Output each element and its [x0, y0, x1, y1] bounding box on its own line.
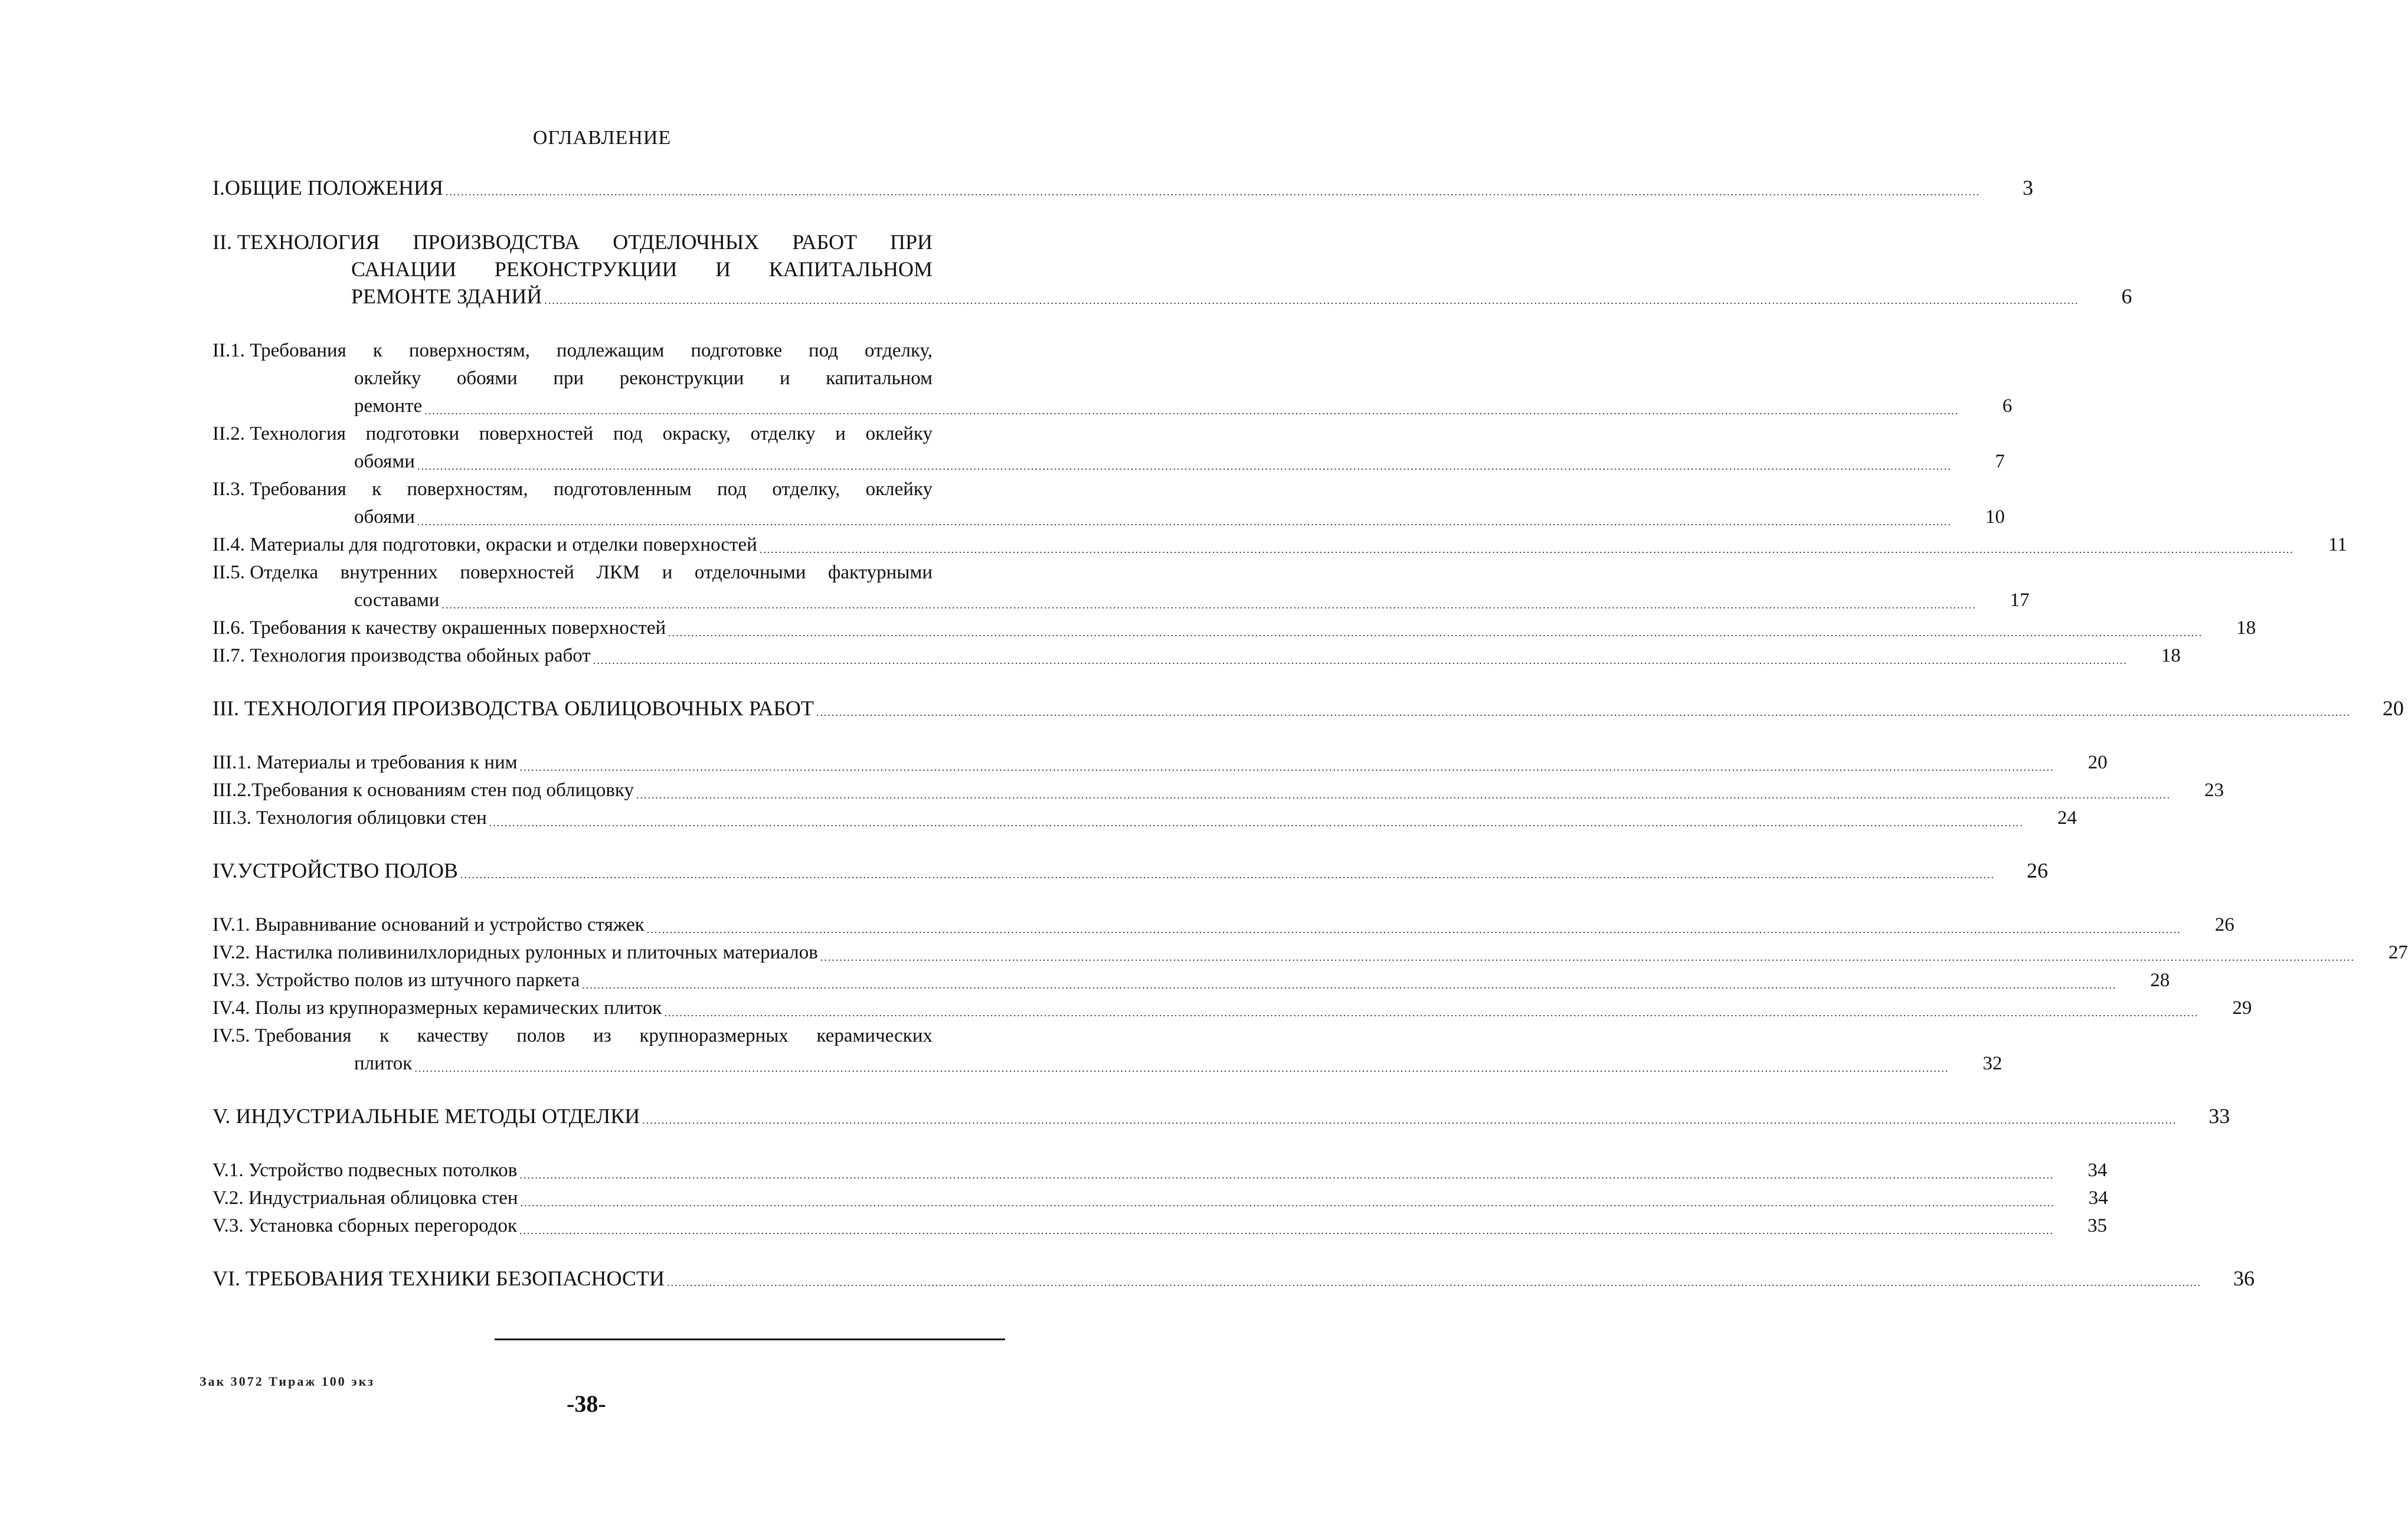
toc-line	[212, 365, 980, 392]
entry-number: III.	[212, 696, 244, 720]
entry-number: II.1.	[212, 340, 250, 361]
page-ref: 32	[1982, 1053, 2003, 1074]
entry-text: Настилка поливинилхлоридных рулонных и плиточных материалов	[254, 942, 818, 963]
section-heading	[212, 1265, 2255, 1292]
dot-leader: ................................................................................................................................................................................................................................................................................................................................................................................................................	[441, 599, 1977, 611]
entry-text: ИНДУСТРИАЛЬНЫЕ МЕТОДЫ ОТДЕЛКИ	[235, 1104, 640, 1128]
entry-text: РЕМОНТЕ ЗДАНИЙ	[351, 284, 542, 308]
entry-number: IV.4.	[212, 997, 255, 1019]
entry-number: III.1.	[212, 752, 257, 773]
subsection-entry	[212, 559, 2030, 614]
entry-text: Технология производства обойных работ	[250, 645, 591, 666]
toc-line	[212, 967, 2170, 994]
toc-line	[212, 1102, 2230, 1130]
dot-leader: ................................................................................................................................................................................................................................................................................................................................................................................................................	[519, 1169, 2054, 1181]
entry-text: ТЕХНОЛОГИЯ ПРОИЗВОДСТВА ОБЛИЦОВОЧНЫХ РАБОТ	[244, 696, 814, 720]
dot-leader: ................................................................................................................................................................................................................................................................................................................................................................................................................	[759, 544, 2294, 555]
page-ref: 34	[2088, 1160, 2108, 1181]
toc-line	[212, 911, 2234, 939]
subsection-entry	[212, 1157, 2108, 1184]
page-ref: 18	[2236, 617, 2256, 639]
subsection-entry	[212, 1212, 2107, 1240]
toc-line	[212, 1157, 2108, 1184]
toc-line	[212, 587, 2030, 614]
toc-line	[212, 939, 2408, 967]
dot-leader: ................................................................................................................................................................................................................................................................................................................................................................................................................	[414, 1062, 1949, 1074]
entry-number: IV.2.	[212, 942, 255, 963]
page-ref: 26	[2214, 914, 2234, 935]
entry-text: ТРЕБОВАНИЯ ТЕХНИКИ БЕЗОПАСНОСТИ	[246, 1267, 665, 1290]
page-ref: 7	[1995, 451, 2005, 472]
entry-text: Материалы и требования к ним	[256, 752, 518, 773]
entry-text: Требования к поверхностям, подготовленным под отделку, оклейку	[250, 479, 933, 500]
dot-leader: ................................................................................................................................................................................................................................................................................................................................................................................................................	[417, 460, 1952, 472]
page-ref: 18	[2161, 645, 2181, 666]
subsection-entry	[212, 994, 2252, 1022]
toc-line	[212, 228, 980, 256]
entry-number: II.2.	[212, 423, 250, 444]
subsection-entry	[212, 1184, 2108, 1212]
toc-line	[212, 1212, 2107, 1240]
toc-line	[212, 392, 2013, 420]
entry-number: IV.	[212, 859, 238, 882]
dot-leader: ................................................................................................................................................................................................................................................................................................................................................................................................................	[520, 1197, 2055, 1209]
subsection-entry	[212, 476, 2005, 531]
toc-line	[212, 749, 2108, 777]
toc-line	[212, 559, 980, 587]
toc-line	[212, 804, 2077, 832]
entry-text: Технология облицовки стен	[256, 807, 487, 829]
dot-leader: ................................................................................................................................................................................................................................................................................................................................................................................................................	[460, 869, 1995, 881]
toc-line	[212, 1265, 2255, 1292]
page-ref: 35	[2087, 1215, 2107, 1236]
subsection-entry	[212, 749, 2108, 777]
page-ref: 6	[2002, 395, 2013, 417]
entry-text: Материалы для подготовки, окраски и отделки поверхностей	[250, 534, 757, 555]
page-ref: 3	[2022, 176, 2033, 199]
entry-text: Отделка внутренних поверхностей ЛКМ и отделочными фактурными	[250, 562, 933, 583]
toc-line	[212, 642, 2181, 670]
page-ref: 34	[2088, 1187, 2108, 1209]
toc-line	[212, 1184, 2108, 1212]
entry-text: оклейку обоями при реконструкции и капитальном	[354, 368, 933, 389]
toc-line	[212, 695, 2404, 722]
dot-leader: ................................................................................................................................................................................................................................................................................................................................................................................................................	[519, 1225, 2054, 1236]
dot-leader: ................................................................................................................................................................................................................................................................................................................................................................................................................	[593, 654, 2128, 666]
entry-text: обоями	[354, 451, 415, 472]
subsection-entry	[212, 911, 2234, 939]
entry-text: ОБЩИЕ ПОЛОЖЕНИЯ	[225, 176, 443, 199]
entry-number: IV.1.	[212, 914, 255, 935]
entry-number: IV.5.	[212, 1025, 255, 1046]
entry-number: I.	[212, 176, 225, 199]
dot-leader: ................................................................................................................................................................................................................................................................................................................................................................................................................	[636, 789, 2171, 801]
section-heading	[212, 1102, 2230, 1130]
entry-number: II.3.	[212, 479, 250, 500]
dot-leader: ................................................................................................................................................................................................................................................................................................................................................................................................................	[646, 924, 2181, 935]
page-ref: 27	[2388, 942, 2408, 963]
page-ref: 36	[2233, 1267, 2255, 1290]
dot-leader: ................................................................................................................................................................................................................................................................................................................................................................................................................	[820, 951, 2355, 963]
table-of-contents	[212, 174, 2408, 1319]
subsection-entry	[212, 420, 2005, 476]
dot-leader: ................................................................................................................................................................................................................................................................................................................................................................................................................	[445, 186, 1980, 198]
dot-leader: ................................................................................................................................................................................................................................................................................................................................................................................................................	[489, 817, 2024, 829]
entry-number: II.4.	[212, 534, 250, 555]
toc-line	[212, 1050, 2003, 1078]
printing-imprint: Зак 3072 Тираж 100 экз	[199, 1374, 375, 1389]
section-heading	[212, 857, 2048, 884]
subsection-entry	[212, 804, 2077, 832]
dot-leader: ................................................................................................................................................................................................................................................................................................................................................................................................................	[582, 979, 2117, 991]
page-ref: 17	[2010, 590, 2030, 611]
dot-leader: ................................................................................................................................................................................................................................................................................................................................................................................................................	[424, 405, 1959, 417]
entry-number: II.5.	[212, 562, 250, 583]
entry-text: ТЕХНОЛОГИЯ ПРОИЗВОДСТВА ОТДЕЛОЧНЫХ РАБОТ ПРИ	[237, 230, 933, 254]
entry-text: УСТРОЙСТВО ПОЛОВ	[237, 859, 458, 882]
entry-text: Устройство полов из штучного паркета	[254, 970, 580, 991]
page-number: -38-	[567, 1390, 606, 1417]
entry-text: Требования к качеству полов из крупноразмерных керамических	[254, 1025, 933, 1046]
entry-number: III.3.	[212, 807, 257, 829]
entry-text: САНАЦИИ РЕКОНСТРУКЦИИ И КАПИТАЛЬНОМ	[351, 257, 933, 281]
entry-number: II.7.	[212, 645, 250, 666]
toc-line	[212, 337, 980, 365]
subsection-entry	[212, 1022, 2003, 1078]
page-ref: 24	[2057, 807, 2077, 829]
dot-leader: ................................................................................................................................................................................................................................................................................................................................................................................................................	[668, 627, 2203, 639]
subsection-entry	[212, 642, 2181, 670]
subsection-entry	[212, 337, 2013, 420]
subsection-entry	[212, 614, 2256, 642]
toc-line	[212, 174, 2033, 201]
toc-title: ОГЛАВЛЕНИЕ	[532, 127, 672, 149]
entry-number: IV.3.	[212, 970, 255, 991]
toc-line	[212, 256, 980, 283]
subsection-entry	[212, 939, 2408, 967]
entry-text: Требования к основаниям стен под облицовку	[251, 780, 634, 801]
entry-text: обоями	[354, 506, 415, 528]
page-ref: 20	[2088, 752, 2108, 773]
toc-line	[212, 420, 980, 448]
entry-number: III.2.	[212, 780, 251, 801]
entry-text: Индустриальная облицовка стен	[248, 1187, 518, 1209]
entry-text: Требования к качеству окрашенных поверхностей	[250, 617, 666, 639]
entry-text: ремонте	[354, 395, 423, 417]
section-heading	[212, 695, 2404, 722]
toc-line	[212, 857, 2048, 884]
section-heading	[212, 174, 2033, 201]
entry-text: Технология подготовки поверхностей под окраску, отделку и оклейку	[250, 423, 933, 444]
toc-line	[212, 531, 2347, 559]
toc-line	[212, 476, 980, 503]
entry-number: V.2.	[212, 1187, 248, 1209]
subsection-entry	[212, 531, 2347, 559]
page-ref: 23	[2204, 780, 2224, 801]
dot-leader: ................................................................................................................................................................................................................................................................................................................................................................................................................	[666, 1277, 2201, 1288]
entry-number: V.1.	[212, 1160, 248, 1181]
page-ref: 10	[1985, 506, 2005, 528]
dot-leader: ................................................................................................................................................................................................................................................................................................................................................................................................................	[816, 706, 2351, 718]
entry-text: Установка сборных перегородок	[248, 1215, 517, 1236]
page-ref: 6	[2121, 284, 2132, 308]
dot-leader: ................................................................................................................................................................................................................................................................................................................................................................................................................	[519, 761, 2054, 773]
subsection-entry	[212, 967, 2170, 994]
entry-number: II.	[212, 230, 237, 254]
entry-number: V.3.	[212, 1215, 248, 1236]
footer-rule	[495, 1339, 1005, 1340]
toc-line	[212, 777, 2224, 804]
page-ref: 33	[2209, 1104, 2230, 1128]
toc-line	[212, 614, 2256, 642]
dot-leader: ................................................................................................................................................................................................................................................................................................................................................................................................................	[417, 516, 1952, 528]
page-ref: 20	[2382, 696, 2404, 720]
entry-text: Полы из крупноразмерных керамических плиток	[254, 997, 662, 1019]
dot-leader: ................................................................................................................................................................................................................................................................................................................................................................................................................	[544, 294, 2079, 306]
toc-line	[212, 994, 2252, 1022]
dot-leader: ................................................................................................................................................................................................................................................................................................................................................................................................................	[642, 1114, 2177, 1126]
toc-line	[212, 448, 2005, 476]
entry-number: VI.	[212, 1267, 246, 1290]
toc-line	[212, 503, 2005, 531]
entry-number: V.	[212, 1104, 236, 1128]
page-ref: 28	[2150, 970, 2170, 991]
dot-leader: ................................................................................................................................................................................................................................................................................................................................................................................................................	[664, 1007, 2199, 1019]
toc-line	[212, 1022, 980, 1050]
page-ref: 11	[2328, 534, 2347, 555]
entry-text: Выравнивание оснований и устройство стяжек	[254, 914, 644, 935]
entry-text: составами	[354, 590, 440, 611]
subsection-entry	[212, 777, 2224, 804]
page-ref: 26	[2026, 859, 2048, 882]
entry-text: Требования к поверхностям, подлежащим подготовке под отделку,	[250, 340, 933, 361]
entry-number: II.6.	[212, 617, 250, 639]
section-heading	[212, 228, 2132, 310]
entry-text: Устройство подвесных потолков	[248, 1160, 518, 1181]
page-ref: 29	[2232, 997, 2252, 1019]
entry-text: плиток	[354, 1053, 413, 1074]
toc-line	[212, 283, 2132, 310]
